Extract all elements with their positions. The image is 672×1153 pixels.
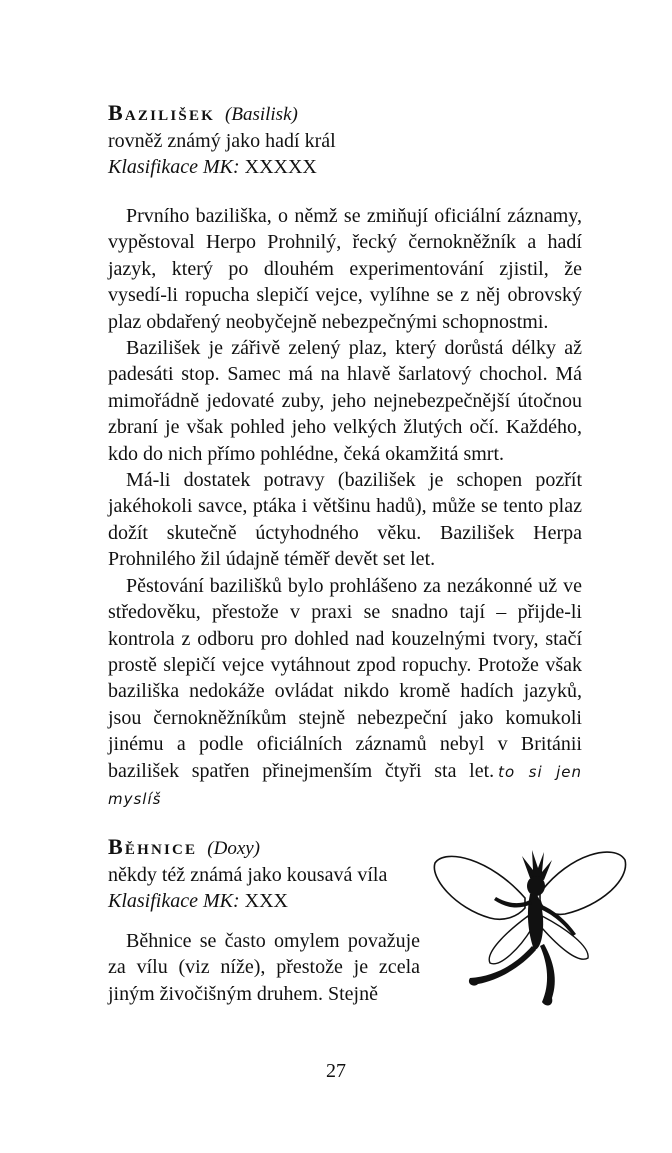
doxy-classification-rating: XXX — [244, 890, 288, 912]
doxy-hair — [522, 850, 552, 880]
basilisk-title: Bazilišek — [108, 100, 216, 125]
doxy-illustration — [430, 838, 630, 1018]
doxy-leg-left — [469, 946, 536, 986]
doxy-head — [527, 876, 545, 896]
basilisk-paragraph-3: Má-li dostatek potravy (bazilišek je schopen pozřít jakéhokoli savce, ptáka i většinu hadů), může se tento plaz dožít skutečně úctyhodného věku. Bazilišek Herpa Prohnilého žil údajně téměř devět set let. — [108, 469, 582, 571]
doxy-classification: Klasifikace MK: XXX — [108, 890, 288, 912]
basilisk-latin-name: (Basilisk) — [225, 104, 298, 125]
basilisk-paragraph-2: Bazilišek je zářivě zelený plaz, který dorůstá délky až padesáti stop. Samec má na hlavě šarlatový chochol. Má mimořádně jedovaté zuby, jeho nejnebezpečnější útočnou zbraní je však pohled jeho velkých žlutých očí. Každého, kdo do nich přímo pohlédne, čeká okamžitá smrt. — [108, 337, 582, 465]
basilisk-paragraph-4: Pěstování bazilišků bylo prohlášeno za nezákonné už ve středověku, přestože v praxi se snadno tají – přijde-li kontrola z odboru pro dohled nad kouzelnými tvory, stačí prostě slepičí vejce vytáhnout zpod ropuchy. Protože však baziliška nedokáže ovládat nikdo kromě hadích jazyků, jsou černokněžníkům stejně nebezpeční jako komukoli jinému a podle oficiálních záznamů nebyl v Británii bazilišek spatřen přinejmenším čtyři sta let. to si jen myslíš — [108, 574, 582, 808]
basilisk-body — [108, 203, 582, 812]
basilisk-entry-header — [108, 100, 336, 180]
doxy-wing-right — [540, 852, 626, 914]
doxy-body — [108, 928, 420, 1007]
basilisk-alias: rovněž známý jako hadí král — [108, 130, 336, 152]
basilisk-classification: Klasifikace MK: XXXXX — [108, 156, 317, 178]
doxy-leg-right — [540, 944, 555, 1005]
doxy-wing-left — [434, 856, 525, 919]
doxy-alias: někdy též známá jako kousavá víla — [108, 864, 388, 886]
basilisk-paragraph-1: Prvního baziliška, o němž se zmiňují oficiální záznamy, vypěstoval Herpo Prohnilý, řecký černokněžník a hadí jazyk, který po dlouhém experimentování zjistil, že vysedí-li ropucha slepičí vejce, vylíhne se z něj obrovský plaz obdařený neobyčejně nebezpečnými schopnostmi. — [108, 205, 582, 333]
doxy-paragraph-1: Běhnice se často omylem považuje za vílu (viz níže), přestože je zcela jiným živočišným druhem. Stejně — [108, 930, 420, 1005]
basilisk-classification-rating: XXXXX — [244, 156, 317, 178]
page-number: 27 — [326, 1060, 346, 1082]
doxy-latin-name: (Doxy) — [207, 838, 261, 859]
doxy-title: Běhnice — [108, 834, 198, 859]
doxy-entry-header — [108, 834, 387, 914]
handwritten-note: to si jen myslíš — [108, 762, 582, 808]
